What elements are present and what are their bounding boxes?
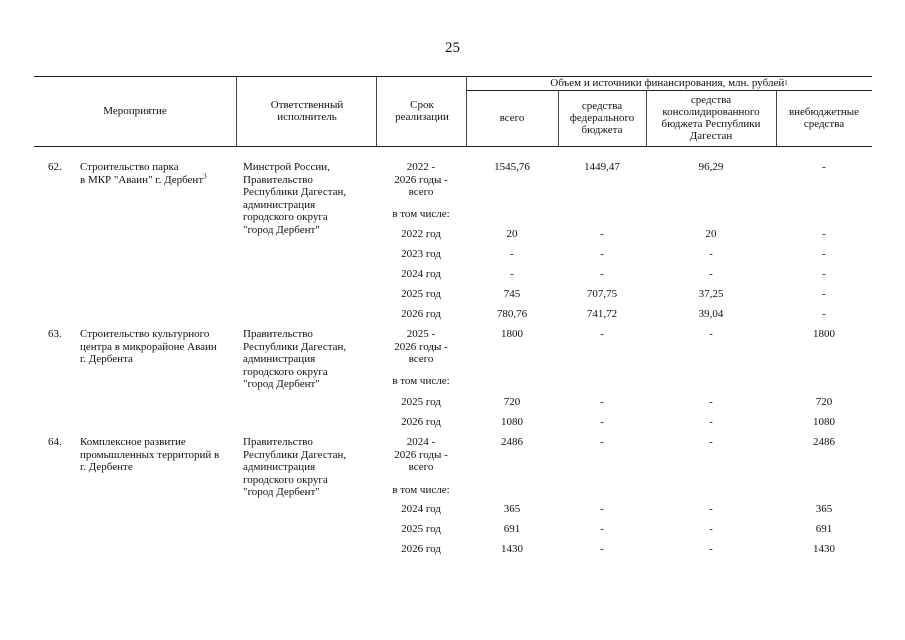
year-federal: - [600,523,604,535]
extra-value: 2486 [813,436,835,448]
header-financing-group: Объем и источники финансирования, млн. рублей 1 [550,77,788,89]
term: 2025 - 2026 годы - всего [394,328,448,365]
year-total: 780,76 [496,308,528,320]
event-name: Строительство культурного центра в микрорайоне Аваин г. Дербента [80,328,217,365]
including-label: в том числе: [392,208,450,220]
year-total: 745 [503,288,521,300]
event-name: Комплексное развитие промышленных территорий в г. Дербенте [80,436,220,473]
total-value: 2486 [501,436,523,448]
extra-value: 1800 [813,328,835,340]
year-federal: 741,72 [586,308,618,320]
total-value: 1800 [501,328,523,340]
row-number: 63. [48,328,62,340]
year-label: 2025 год [401,396,441,408]
including-label: в том числе: [392,484,450,496]
year-federal: 707,75 [586,288,618,300]
year-extra: 365 [815,503,833,515]
header-divider [776,90,777,146]
year-regional: 20 [705,228,717,240]
header-total: всего [499,112,525,124]
row-number: 62. [48,161,62,173]
year-extra: - [822,228,826,240]
year-extra: - [822,308,826,320]
year-regional: - [709,503,713,515]
row-number: 64. [48,436,62,448]
header-term: Срок реализации [395,99,449,123]
year-label: 2026 год [401,308,441,320]
year-regional: - [709,523,713,535]
year-federal: - [600,543,604,555]
year-extra: 720 [815,396,833,408]
header-regional: средства консолидированного бюджета Республики Дагестан [661,94,761,142]
regional-value: 96,29 [698,161,724,173]
header-event: Мероприятие [103,105,167,117]
year-total: 365 [503,503,521,515]
year-label: 2024 год [401,268,441,280]
term: 2022 - 2026 годы - всего [394,161,448,198]
year-regional: - [709,416,713,428]
year-regional: - [709,543,713,555]
year-total: - [510,248,514,260]
federal-value: 1449,47 [584,161,620,173]
year-total: 20 [506,228,518,240]
year-total: 691 [503,523,521,535]
year-label: 2025 год [401,523,441,535]
year-label: 2022 год [401,228,441,240]
federal-value: - [600,328,604,340]
extra-value: - [822,161,826,173]
year-federal: - [600,396,604,408]
year-label: 2026 год [401,416,441,428]
year-federal: - [600,268,604,280]
total-value: 1545,76 [494,161,530,173]
header-divider [236,76,237,146]
year-label: 2024 год [401,503,441,515]
regional-value: - [709,436,713,448]
including-label: в том числе: [392,375,450,387]
header-federal: средства федерального бюджета [569,100,635,136]
year-regional: - [709,248,713,260]
year-extra: 1430 [813,543,835,555]
year-total: 1080 [501,416,523,428]
year-total: 1430 [501,543,523,555]
responsible-executor: Минстрой России, Правительство Республики Дагестан, администрация городского округа "город Дербент" [243,161,347,236]
event-name: Строительство парка в МКР "Аваин" г. Дербент$^3$ [80,161,207,186]
year-federal: - [600,228,604,240]
year-label: 2026 год [401,543,441,555]
year-federal: - [600,503,604,515]
year-extra: - [822,288,826,300]
year-total: - [510,268,514,280]
footnote-marker: 3 [203,171,207,180]
year-label: 2025 год [401,288,441,300]
header-divider [376,76,377,146]
year-extra: - [822,248,826,260]
year-regional: - [709,396,713,408]
regional-value: - [709,328,713,340]
header-responsible: Ответственный исполнитель [270,99,344,123]
federal-value: - [600,436,604,448]
header-divider [558,90,559,146]
year-extra: 691 [815,523,833,535]
year-regional: 37,25 [698,288,724,300]
year-extra: - [822,268,826,280]
page-number: 25 [445,40,460,56]
header-extra: внебюджетные средства [788,106,860,130]
year-total: 720 [503,396,521,408]
header-bottom-rule [34,146,872,147]
year-federal: - [600,416,604,428]
year-extra: 1080 [813,416,835,428]
term: 2024 - 2026 годы - всего [394,436,448,473]
year-federal: - [600,248,604,260]
year-regional: - [709,268,713,280]
responsible-executor: Правительство Республики Дагестан, администрация городского округа "город Дербент" [243,328,347,390]
year-regional: 39,04 [698,308,724,320]
year-label: 2023 год [401,248,441,260]
responsible-executor: Правительство Республики Дагестан, администрация городского округа "город Дербент" [243,436,347,498]
header-divider [646,90,647,146]
